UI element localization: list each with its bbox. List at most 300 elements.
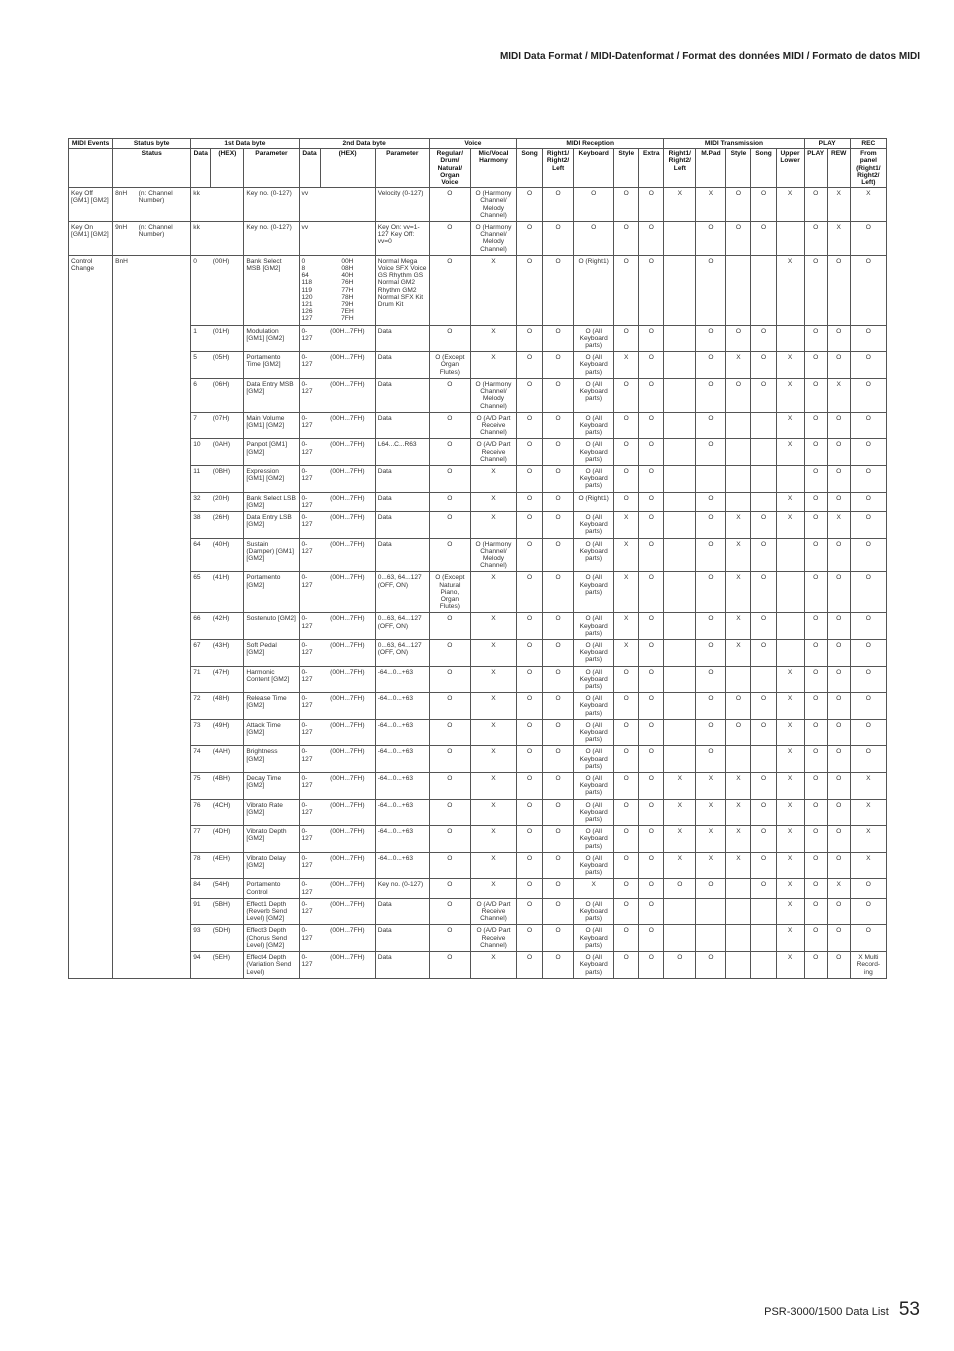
- transmission-cell: X: [664, 826, 696, 853]
- parameter2-cell: 0...63, 64...127 (OFF, ON): [375, 639, 429, 666]
- transmission-cell: O: [696, 746, 726, 773]
- reception-cell: O: [517, 188, 543, 222]
- data2-cell: 0-127: [299, 826, 320, 853]
- transmission-cell: X: [776, 666, 804, 693]
- reception-cell: O (All Keyboard parts): [574, 898, 614, 925]
- transmission-cell: O: [696, 511, 726, 538]
- rew-cell: O: [827, 538, 850, 572]
- table-row: [69, 352, 887, 379]
- data1-cell: 73: [191, 719, 211, 746]
- voice-harmony-cell: X: [470, 465, 516, 492]
- status-cell: 8nH: [113, 188, 137, 222]
- voice-regular-cell: O (Except Organ Flutes): [429, 352, 470, 379]
- hex2-cell: (00H...7FH): [320, 465, 375, 492]
- transmission-cell: [696, 925, 726, 952]
- transmission-cell: [776, 465, 804, 492]
- voice-harmony-cell: X: [470, 952, 516, 979]
- transmission-cell: X: [726, 852, 751, 879]
- transmission-cell: X: [726, 639, 751, 666]
- table-row: [69, 222, 887, 256]
- reception-cell: O: [639, 746, 664, 773]
- group-header-voice: Voice: [429, 139, 516, 149]
- rec-cell: X: [850, 799, 886, 826]
- transmission-cell: X: [776, 412, 804, 439]
- reception-cell: O: [543, 538, 574, 572]
- transmission-cell: X: [776, 255, 804, 325]
- page-header: MIDI Data Format / MIDI-Datenformat / Format des données MIDI / Formato de datos MIDI: [499, 51, 920, 62]
- data2-cell: 0-127: [299, 439, 320, 466]
- table-row: [69, 492, 887, 511]
- reception-cell: O: [517, 799, 543, 826]
- parameter2-cell: 0...63, 64...127 (OFF, ON): [375, 613, 429, 640]
- play-cell: O: [804, 693, 827, 720]
- parameter2-cell: Data: [375, 511, 429, 538]
- transmission-cell: [751, 952, 776, 979]
- rec-cell: X: [850, 188, 886, 222]
- transmission-cell: X: [776, 852, 804, 879]
- data2-cell: 0-127: [299, 352, 320, 379]
- reception-cell: O (All Keyboard parts): [574, 511, 614, 538]
- hex2-cell: (00H...7FH): [320, 492, 375, 511]
- transmission-cell: X: [726, 826, 751, 853]
- transmission-cell: O: [696, 255, 726, 325]
- parameter2-cell: Key no. (0-127): [375, 879, 429, 898]
- reception-cell: O: [614, 826, 639, 853]
- data2-cell: 0-127: [299, 538, 320, 572]
- reception-cell: O: [517, 412, 543, 439]
- play-cell: O: [804, 538, 827, 572]
- voice-regular-cell: O (Except Natural Piano, Organ Flutes): [429, 572, 470, 613]
- hex2-cell: [320, 222, 375, 256]
- transmission-cell: [726, 952, 751, 979]
- voice-regular-cell: O: [429, 852, 470, 879]
- hex2-cell: 00H 08H 40H 76H 77H 78H 79H 7EH 7FH: [320, 255, 375, 325]
- parameter1-cell: Vibrato Rate [GM2]: [244, 799, 299, 826]
- sub-header-reception-song: Song: [517, 149, 543, 188]
- transmission-cell: [664, 222, 696, 256]
- data2-cell: 0-127: [299, 572, 320, 613]
- table-row: [69, 255, 887, 325]
- reception-cell: O (Right1): [574, 255, 614, 325]
- reception-cell: O: [639, 255, 664, 325]
- parameter1-cell: Attack Time [GM2]: [244, 719, 299, 746]
- reception-cell: O: [639, 572, 664, 613]
- transmission-cell: [726, 925, 751, 952]
- hex2-cell: (00H...7FH): [320, 746, 375, 773]
- data1-cell: 72: [191, 693, 211, 720]
- hex1-cell: (4AH): [211, 746, 244, 773]
- rec-cell: O: [850, 439, 886, 466]
- transmission-cell: O: [696, 879, 726, 898]
- rew-cell: O: [827, 613, 850, 640]
- voice-harmony-cell: X: [470, 613, 516, 640]
- reception-cell: O (All Keyboard parts): [574, 538, 614, 572]
- transmission-cell: O: [696, 222, 726, 256]
- transmission-cell: O: [751, 352, 776, 379]
- table-row: [69, 826, 887, 853]
- hex2-cell: (00H...7FH): [320, 511, 375, 538]
- play-cell: O: [804, 826, 827, 853]
- reception-cell: O (All Keyboard parts): [574, 639, 614, 666]
- data2-cell: 0-127: [299, 773, 320, 800]
- transmission-cell: O: [751, 852, 776, 879]
- reception-cell: O (Right1): [574, 492, 614, 511]
- reception-cell: X: [614, 538, 639, 572]
- play-cell: O: [804, 465, 827, 492]
- reception-cell: O: [639, 352, 664, 379]
- group-header-midi-reception: MIDI Reception: [517, 139, 664, 149]
- rew-cell: O: [827, 826, 850, 853]
- table-row: [69, 378, 887, 412]
- data2-cell: 0-127: [299, 852, 320, 879]
- parameter1-cell: Data Entry LSB [GM2]: [244, 511, 299, 538]
- hex1-cell: [211, 188, 244, 222]
- table-row: [69, 538, 887, 572]
- transmission-cell: X: [726, 799, 751, 826]
- reception-cell: O: [543, 325, 574, 352]
- transmission-cell: [751, 666, 776, 693]
- voice-regular-cell: O: [429, 746, 470, 773]
- rec-cell: O: [850, 412, 886, 439]
- reception-cell: O (All Keyboard parts): [574, 719, 614, 746]
- rew-cell: O: [827, 898, 850, 925]
- reception-cell: O: [543, 378, 574, 412]
- data1-cell: 67: [191, 639, 211, 666]
- sub-header-transmission-upper-lower: Upper Lower: [776, 149, 804, 188]
- parameter1-cell: Data Entry MSB [GM2]: [244, 378, 299, 412]
- parameter1-cell: Effect3 Depth (Chorus Send Level) [GM2]: [244, 925, 299, 952]
- sub-header-row: [69, 149, 887, 188]
- hex1-cell: (47H): [211, 666, 244, 693]
- reception-cell: O: [517, 511, 543, 538]
- parameter2-cell: -64...0...+63: [375, 852, 429, 879]
- data2-cell: 0-127: [299, 746, 320, 773]
- hex1-cell: (48H): [211, 693, 244, 720]
- group-header-status-byte: Status byte: [113, 139, 191, 149]
- transmission-cell: [776, 222, 804, 256]
- reception-cell: O: [614, 465, 639, 492]
- voice-regular-cell: O: [429, 412, 470, 439]
- reception-cell: O (All Keyboard parts): [574, 325, 614, 352]
- reception-cell: O: [639, 222, 664, 256]
- parameter1-cell: Portamento [GM2]: [244, 572, 299, 613]
- voice-harmony-cell: X: [470, 639, 516, 666]
- rew-cell: X: [827, 378, 850, 412]
- transmission-cell: O: [751, 639, 776, 666]
- transmission-cell: [751, 925, 776, 952]
- voice-harmony-cell: X: [470, 325, 516, 352]
- voice-harmony-cell: X: [470, 352, 516, 379]
- hex1-cell: (41H): [211, 572, 244, 613]
- reception-cell: O: [639, 666, 664, 693]
- transmission-cell: [664, 255, 696, 325]
- transmission-cell: X: [776, 746, 804, 773]
- data1-cell: 10: [191, 439, 211, 466]
- rew-cell: X: [827, 222, 850, 256]
- hex1-cell: (4BH): [211, 773, 244, 800]
- hex1-cell: (5EH): [211, 952, 244, 979]
- reception-cell: X: [614, 572, 639, 613]
- play-cell: O: [804, 852, 827, 879]
- sub-header-reception-style: Style: [614, 149, 639, 188]
- parameter1-cell: Soft Pedal [GM2]: [244, 639, 299, 666]
- reception-cell: O (All Keyboard parts): [574, 799, 614, 826]
- rec-cell: O: [850, 693, 886, 720]
- reception-cell: O: [614, 879, 639, 898]
- reception-cell: O: [517, 719, 543, 746]
- parameter2-cell: -64...0...+63: [375, 666, 429, 693]
- hex1-cell: (49H): [211, 719, 244, 746]
- sub-header-reception-keyboard: Keyboard: [574, 149, 614, 188]
- transmission-cell: [664, 613, 696, 640]
- transmission-cell: O: [751, 799, 776, 826]
- parameter1-cell: Bank Select MSB [GM2]: [244, 255, 299, 325]
- transmission-cell: O: [751, 572, 776, 613]
- table-row: [69, 188, 887, 222]
- status-note-cell: [137, 255, 191, 978]
- reception-cell: O: [543, 492, 574, 511]
- reception-cell: O: [543, 666, 574, 693]
- reception-cell: O: [614, 898, 639, 925]
- rec-cell: O: [850, 492, 886, 511]
- voice-harmony-cell: X: [470, 719, 516, 746]
- midi-event-cell: Control Change: [69, 255, 113, 978]
- reception-cell: O (All Keyboard parts): [574, 925, 614, 952]
- transmission-cell: X: [664, 188, 696, 222]
- reception-cell: O: [614, 492, 639, 511]
- play-cell: O: [804, 879, 827, 898]
- reception-cell: O: [517, 465, 543, 492]
- transmission-cell: [664, 746, 696, 773]
- hex2-cell: (00H...7FH): [320, 325, 375, 352]
- hex2-cell: (00H...7FH): [320, 925, 375, 952]
- reception-cell: O (All Keyboard parts): [574, 352, 614, 379]
- transmission-cell: [751, 898, 776, 925]
- play-cell: O: [804, 378, 827, 412]
- reception-cell: O: [517, 898, 543, 925]
- rec-cell: O: [850, 222, 886, 256]
- data1-cell: 5: [191, 352, 211, 379]
- reception-cell: O: [517, 952, 543, 979]
- table-row: [69, 412, 887, 439]
- reception-cell: O (All Keyboard parts): [574, 439, 614, 466]
- sub-header-reception-right-left: Right1/ Right2/ Left: [543, 149, 574, 188]
- transmission-cell: [664, 898, 696, 925]
- transmission-cell: O: [751, 879, 776, 898]
- parameter2-cell: Data: [375, 352, 429, 379]
- reception-cell: O: [639, 639, 664, 666]
- data1-cell: 78: [191, 852, 211, 879]
- data1-cell: 64: [191, 538, 211, 572]
- reception-cell: O (All Keyboard parts): [574, 465, 614, 492]
- parameter1-cell: Sustain (Damper) [GM1] [GM2]: [244, 538, 299, 572]
- play-cell: O: [804, 925, 827, 952]
- transmission-cell: [664, 666, 696, 693]
- voice-regular-cell: O: [429, 773, 470, 800]
- hex2-cell: (00H...7FH): [320, 773, 375, 800]
- voice-harmony-cell: X: [470, 511, 516, 538]
- status-note-cell: (n: Channel Number): [137, 222, 191, 256]
- reception-cell: O (All Keyboard parts): [574, 852, 614, 879]
- midi-data-table-wrapper: [68, 138, 887, 979]
- play-cell: O: [804, 719, 827, 746]
- data1-cell: 76: [191, 799, 211, 826]
- hex1-cell: (06H): [211, 378, 244, 412]
- play-cell: O: [804, 188, 827, 222]
- transmission-cell: X: [776, 378, 804, 412]
- hex1-cell: (4DH): [211, 826, 244, 853]
- reception-cell: O: [614, 439, 639, 466]
- rew-cell: O: [827, 439, 850, 466]
- parameter2-cell: Normal Mega Voice SFX Voice GS Rhythm GS Normal GM2 Rhythm GM2 Normal SFX Kit Drum Kit: [375, 255, 429, 325]
- table-row: [69, 693, 887, 720]
- reception-cell: O: [639, 613, 664, 640]
- data2-cell: 0 8 64 118 119 120 121 126 127: [299, 255, 320, 325]
- reception-cell: O: [543, 898, 574, 925]
- transmission-cell: X: [776, 492, 804, 511]
- transmission-cell: [726, 879, 751, 898]
- parameter1-cell: Modulation [GM1] [GM2]: [244, 325, 299, 352]
- hex1-cell: (0AH): [211, 439, 244, 466]
- reception-cell: O: [639, 952, 664, 979]
- hex2-cell: (00H...7FH): [320, 879, 375, 898]
- transmission-cell: X: [664, 799, 696, 826]
- voice-harmony-cell: X: [470, 693, 516, 720]
- table-row: [69, 613, 887, 640]
- data1-cell: 84: [191, 879, 211, 898]
- transmission-cell: [776, 538, 804, 572]
- table-row: [69, 773, 887, 800]
- hex1-cell: [211, 222, 244, 256]
- data1-cell: 66: [191, 613, 211, 640]
- reception-cell: O: [614, 719, 639, 746]
- reception-cell: O: [517, 572, 543, 613]
- voice-harmony-cell: O (Harmony Channel/ Melody Channel): [470, 378, 516, 412]
- hex2-cell: (00H...7FH): [320, 378, 375, 412]
- table-row: [69, 511, 887, 538]
- reception-cell: O: [614, 773, 639, 800]
- rew-cell: O: [827, 325, 850, 352]
- voice-regular-cell: O: [429, 188, 470, 222]
- reception-cell: O: [614, 222, 639, 256]
- hex1-cell: (01H): [211, 325, 244, 352]
- hex2-cell: (00H...7FH): [320, 952, 375, 979]
- reception-cell: O (All Keyboard parts): [574, 826, 614, 853]
- voice-harmony-cell: O (Harmony Channel/ Melody Channel): [470, 188, 516, 222]
- transmission-cell: [664, 465, 696, 492]
- voice-harmony-cell: X: [470, 666, 516, 693]
- transmission-cell: X: [776, 511, 804, 538]
- voice-harmony-cell: O (Harmony Channel/ Melody Channel): [470, 538, 516, 572]
- voice-regular-cell: O: [429, 439, 470, 466]
- sub-header-status: Status: [113, 149, 191, 188]
- data2-cell: 0-127: [299, 492, 320, 511]
- parameter2-cell: 0...63, 64...127 (OFF, ON): [375, 572, 429, 613]
- data2-cell: 0-127: [299, 898, 320, 925]
- transmission-cell: X: [776, 773, 804, 800]
- transmission-cell: [664, 412, 696, 439]
- reception-cell: O: [614, 952, 639, 979]
- rew-cell: O: [827, 852, 850, 879]
- voice-harmony-cell: O (A/D Part Receive Channel): [470, 898, 516, 925]
- transmission-cell: O: [751, 188, 776, 222]
- footer-document-title: PSR-3000/1500 Data List: [764, 1306, 889, 1318]
- transmission-cell: X: [726, 352, 751, 379]
- sub-header-parameter1: Parameter: [244, 149, 299, 188]
- table-row: [69, 439, 887, 466]
- sub-header-mic-vocal-harmony: Mic/Vocal Harmony: [470, 149, 516, 188]
- reception-cell: O: [614, 255, 639, 325]
- reception-cell: O: [543, 465, 574, 492]
- group-header-rec: REC: [850, 139, 886, 149]
- reception-cell: X: [614, 511, 639, 538]
- play-cell: O: [804, 799, 827, 826]
- transmission-cell: [776, 325, 804, 352]
- transmission-cell: O: [726, 325, 751, 352]
- play-cell: O: [804, 352, 827, 379]
- voice-regular-cell: O: [429, 613, 470, 640]
- reception-cell: O: [614, 378, 639, 412]
- rew-cell: O: [827, 666, 850, 693]
- rew-cell: O: [827, 412, 850, 439]
- rec-cell: O: [850, 572, 886, 613]
- reception-cell: O: [517, 852, 543, 879]
- hex2-cell: (00H...7FH): [320, 572, 375, 613]
- voice-regular-cell: O: [429, 879, 470, 898]
- reception-cell: O: [614, 852, 639, 879]
- reception-cell: O (All Keyboard parts): [574, 572, 614, 613]
- transmission-cell: O: [726, 188, 751, 222]
- transmission-cell: O: [664, 952, 696, 979]
- reception-cell: O: [639, 826, 664, 853]
- sub-header-data2: Data: [299, 149, 320, 188]
- hex2-cell: (00H...7FH): [320, 693, 375, 720]
- transmission-cell: [726, 666, 751, 693]
- reception-cell: O: [614, 325, 639, 352]
- transmission-cell: O: [696, 352, 726, 379]
- transmission-cell: [751, 492, 776, 511]
- rec-cell: O: [850, 746, 886, 773]
- transmission-cell: X: [696, 188, 726, 222]
- parameter2-cell: -64...0...+63: [375, 746, 429, 773]
- rew-cell: X: [827, 188, 850, 222]
- parameter1-cell: Harmonic Content [GM2]: [244, 666, 299, 693]
- transmission-cell: O: [696, 952, 726, 979]
- status-cell: 9nH: [113, 222, 137, 256]
- group-header-2nd-data-byte: 2nd Data byte: [299, 139, 429, 149]
- hex1-cell: (5DH): [211, 925, 244, 952]
- midi-event-cell: Key On [GM1] [GM2]: [69, 222, 113, 256]
- rew-cell: O: [827, 746, 850, 773]
- parameter1-cell: Effect4 Depth (Variation Send Level): [244, 952, 299, 979]
- table-row: [69, 852, 887, 879]
- voice-regular-cell: O: [429, 925, 470, 952]
- reception-cell: O: [543, 572, 574, 613]
- transmission-cell: X: [776, 719, 804, 746]
- play-cell: O: [804, 439, 827, 466]
- sub-header-transmission-mpad: M.Pad: [696, 149, 726, 188]
- reception-cell: O: [639, 925, 664, 952]
- reception-cell: O: [639, 511, 664, 538]
- parameter1-cell: Release Time [GM2]: [244, 693, 299, 720]
- reception-cell: O: [543, 852, 574, 879]
- rec-cell: O: [850, 639, 886, 666]
- hex2-cell: (00H...7FH): [320, 352, 375, 379]
- transmission-cell: X: [726, 538, 751, 572]
- transmission-cell: [696, 898, 726, 925]
- parameter2-cell: Data: [375, 952, 429, 979]
- transmission-cell: [726, 412, 751, 439]
